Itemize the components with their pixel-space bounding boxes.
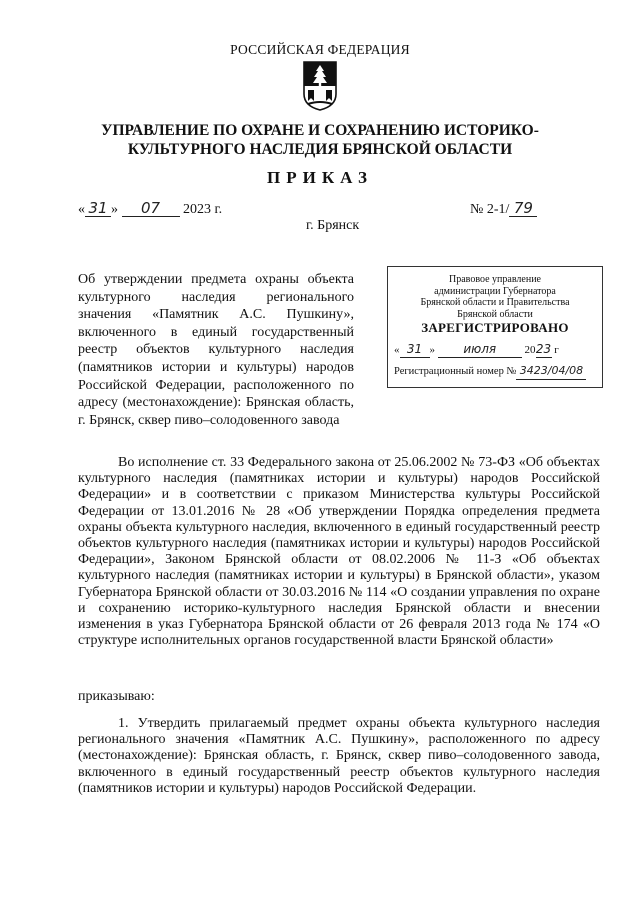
agency-name-line1: УПРАВЛЕНИЕ ПО ОХРАНЕ И СОХРАНЕНИЮ ИСТОРИКО- bbox=[101, 122, 539, 139]
registration-stamp bbox=[387, 266, 603, 388]
stamp-reg-label: Регистрационный номер № bbox=[394, 366, 517, 377]
order-word: приказываю: bbox=[78, 689, 155, 704]
order-number bbox=[470, 200, 537, 218]
stamp-year-suffix: 23 bbox=[535, 342, 552, 356]
stamp-year-prefix: 20 bbox=[524, 344, 536, 356]
stamp-open-quote: « bbox=[394, 344, 400, 356]
order-number-prefix: № 2-1/ bbox=[470, 202, 510, 217]
preamble-paragraph: Во исполнение ст. 33 Федерального закона от 25.06.2002 № 73-ФЗ «Об объектах культурного наследия (памятниках истории и культуры) народов Российской Федерации» и в соответствии с приказом Министерства культуры Российской Федерации от 13.01.2016 № 28 «Об утверждении Порядка определения предмета охраны объекта культурного наследия, включенного в единый государственный реестр объектов культурного наследия (памятниках истории и культуры) народов Российской Федерации», Законом Брянской области от 08.02.2006 № 11-З «Об объектах культурного наследия (памятниках истории и культуры) в Брянской области», указом Губернатора Брянской области от 30.03.2016 № 114 «О создании управления по охране и сохранению историко-культурного наследия Брянской области и внесении изменения в указ Губернатора Брянской области от 26 февраля 2013 года № 174 «О структуре исполнительных органов государственной власти Брянской области» bbox=[78, 455, 600, 649]
stamp-close-quote: » bbox=[429, 344, 438, 356]
date-close-quote: » bbox=[111, 202, 122, 217]
date-day: 31 bbox=[85, 200, 111, 217]
country-header: РОССИЙСКАЯ ФЕДЕРАЦИЯ bbox=[230, 42, 410, 57]
bryansk-coat-of-arms-icon bbox=[302, 60, 338, 112]
city: г. Брянск bbox=[306, 218, 360, 233]
date-open-quote: « bbox=[78, 202, 85, 217]
stamp-line2: администрации Губернатора bbox=[434, 285, 556, 297]
stamp-date bbox=[394, 341, 596, 358]
stamp-registered: ЗАРЕГИСТРИРОВАНО bbox=[421, 320, 569, 335]
stamp-year-tail: г bbox=[554, 344, 559, 356]
agency-name bbox=[60, 121, 580, 159]
stamp-month: июля bbox=[438, 341, 522, 358]
agency-name-line2: КУЛЬТУРНОГО НАСЛЕДИЯ БРЯНСКОЙ ОБЛАСТИ bbox=[127, 141, 513, 158]
order-number-value: 79 bbox=[509, 200, 537, 217]
stamp-line4: Брянской области bbox=[457, 308, 533, 320]
stamp-line3: Брянской области и Правительства bbox=[420, 297, 570, 308]
stamp-header bbox=[388, 274, 602, 320]
stamp-reg-value: 3423/04/08 bbox=[516, 363, 586, 380]
stamp-reg-number bbox=[394, 363, 598, 380]
order-subject: Об утверждении предмета охраны объекта культурного наследия регионального значения «Памятник А.С. Пушкину», включенного в единый государственный реестр объектов культурного наследия (памятников истории и культуры) народов Российской Федерации, расположенного по адресу (местонахождение): Брянская область, г. Брянск, сквер пиво–солодовенного завода bbox=[78, 272, 354, 428]
stamp-day: 31 bbox=[400, 341, 430, 358]
date-month: 07 bbox=[122, 200, 180, 217]
date-year: 2023 г. bbox=[183, 202, 223, 217]
stamp-line1: Правовое управление bbox=[449, 274, 541, 285]
order-item-1: 1. Утвердить прилагаемый предмет охраны объекта культурного наследия регионального значения «Памятник А.С. Пушкину», расположенного по адресу (местонахождение): Брянская область, г. Брянск, сквер пиво–солодовенного завода, включенного в единый государственный реестр объектов культурного наследия (памятников истории и культуры) народов Российской Федерации. bbox=[78, 716, 600, 796]
document-type-title: ПРИКАЗ bbox=[267, 168, 373, 187]
order-date bbox=[78, 200, 222, 218]
